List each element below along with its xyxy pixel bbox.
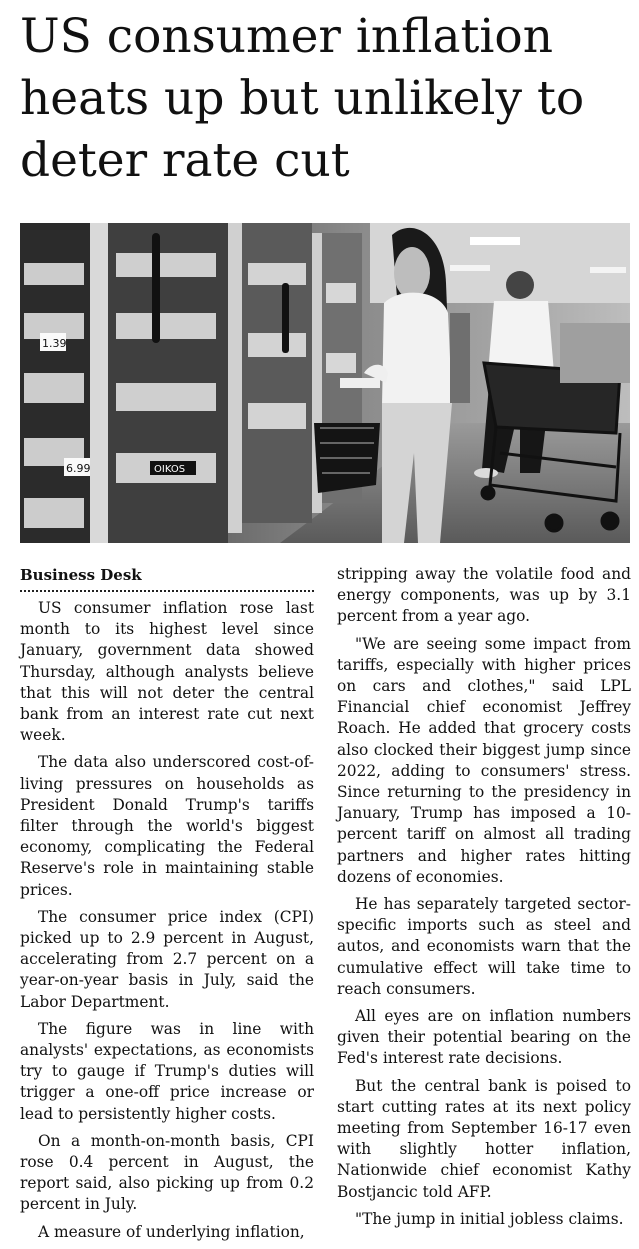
article-paragraph: He has separately targeted sector-specific imports such as steel and autos, and economists warn that the cumulative effect will take time to reach consumers.: [337, 895, 631, 998]
article-paragraph: The consumer price index (CPI) picked up to 2.9 percent in August, accelerating from 2.7 percent on a year-on-year basis in July, said the Labor Department.: [20, 907, 314, 1011]
ceiling-light: [450, 265, 490, 271]
news-photo: [20, 223, 630, 543]
ceiling-light: [470, 237, 520, 245]
price-tag: [64, 458, 91, 476]
ceiling-light: [590, 267, 626, 273]
article-column-right: [337, 564, 631, 1236]
article-paragraph: But the central bank is poised to start cutting rates at its next policy meeting from September 16-17 even with slightly hotter inflation, Nationwide chief economist Kathy Bostjancic told AFP.: [337, 1076, 631, 1201]
shopping-basket: [314, 423, 380, 493]
byline: Business Desk: [20, 564, 314, 592]
aisle-shelf: [450, 313, 470, 403]
brand-label: [150, 461, 196, 475]
article-paragraph: On a month-on-month basis, CPI rose 0.4 percent in August, the report said, also picking up from 0.2 percent in July.: [20, 1131, 314, 1214]
brand-label-text: OIKOS: [154, 464, 186, 475]
article-paragraph: "The jump in initial jobless claims.: [355, 1209, 624, 1228]
article-paragraph: US consumer inflation rose last month to its highest level since January, government data showed Thursday, although analysts believe that this will not deter the central bank from an interest rate cut next week.: [20, 599, 314, 745]
article-paragraph: The figure was in line with analysts' expectations, as economists try to gauge if Trump's duties will trigger a one-off price increase or lead to persistently higher costs.: [20, 1019, 314, 1123]
article-column-left: [20, 564, 314, 1249]
article-paragraph: The data also underscored cost-of-living pressures on households as President Donald Trump's tariffs filter through the world's biggest economy, complicating the Federal Reserve's role in maintaining stable prices.: [20, 753, 314, 899]
price-tag-text: 1.39: [42, 337, 67, 350]
price-tag: [40, 333, 67, 351]
headline: US consumer inflation heats up but unlikely to deter rate cut: [20, 9, 585, 188]
door-handle: [152, 233, 160, 343]
door-handle: [282, 283, 289, 353]
aisle-shelf: [560, 323, 630, 383]
price-tag-text: 6.99: [66, 462, 91, 475]
article-paragraph: A measure of underlying inflation,: [38, 1222, 305, 1241]
article-paragraph: All eyes are on inflation numbers given their potential bearing on the Fed's interest rate decisions.: [337, 1007, 631, 1068]
article-paragraph: stripping away the volatile food and energy components, was up by 3.1 percent from a year ago.: [337, 565, 631, 626]
article-paragraph: "We are seeing some impact from tariffs, especially with higher prices on cars and clothes," said LPL Financial chief economist Jeffrey Roach. He added that grocery costs also clocked their biggest jump since 2022, adding to consumers' stress. Since returning to the presidency in January, Trump has imposed a 10-percent tariff on almost all trading partners and higher rates hitting dozens of economies.: [337, 634, 631, 886]
